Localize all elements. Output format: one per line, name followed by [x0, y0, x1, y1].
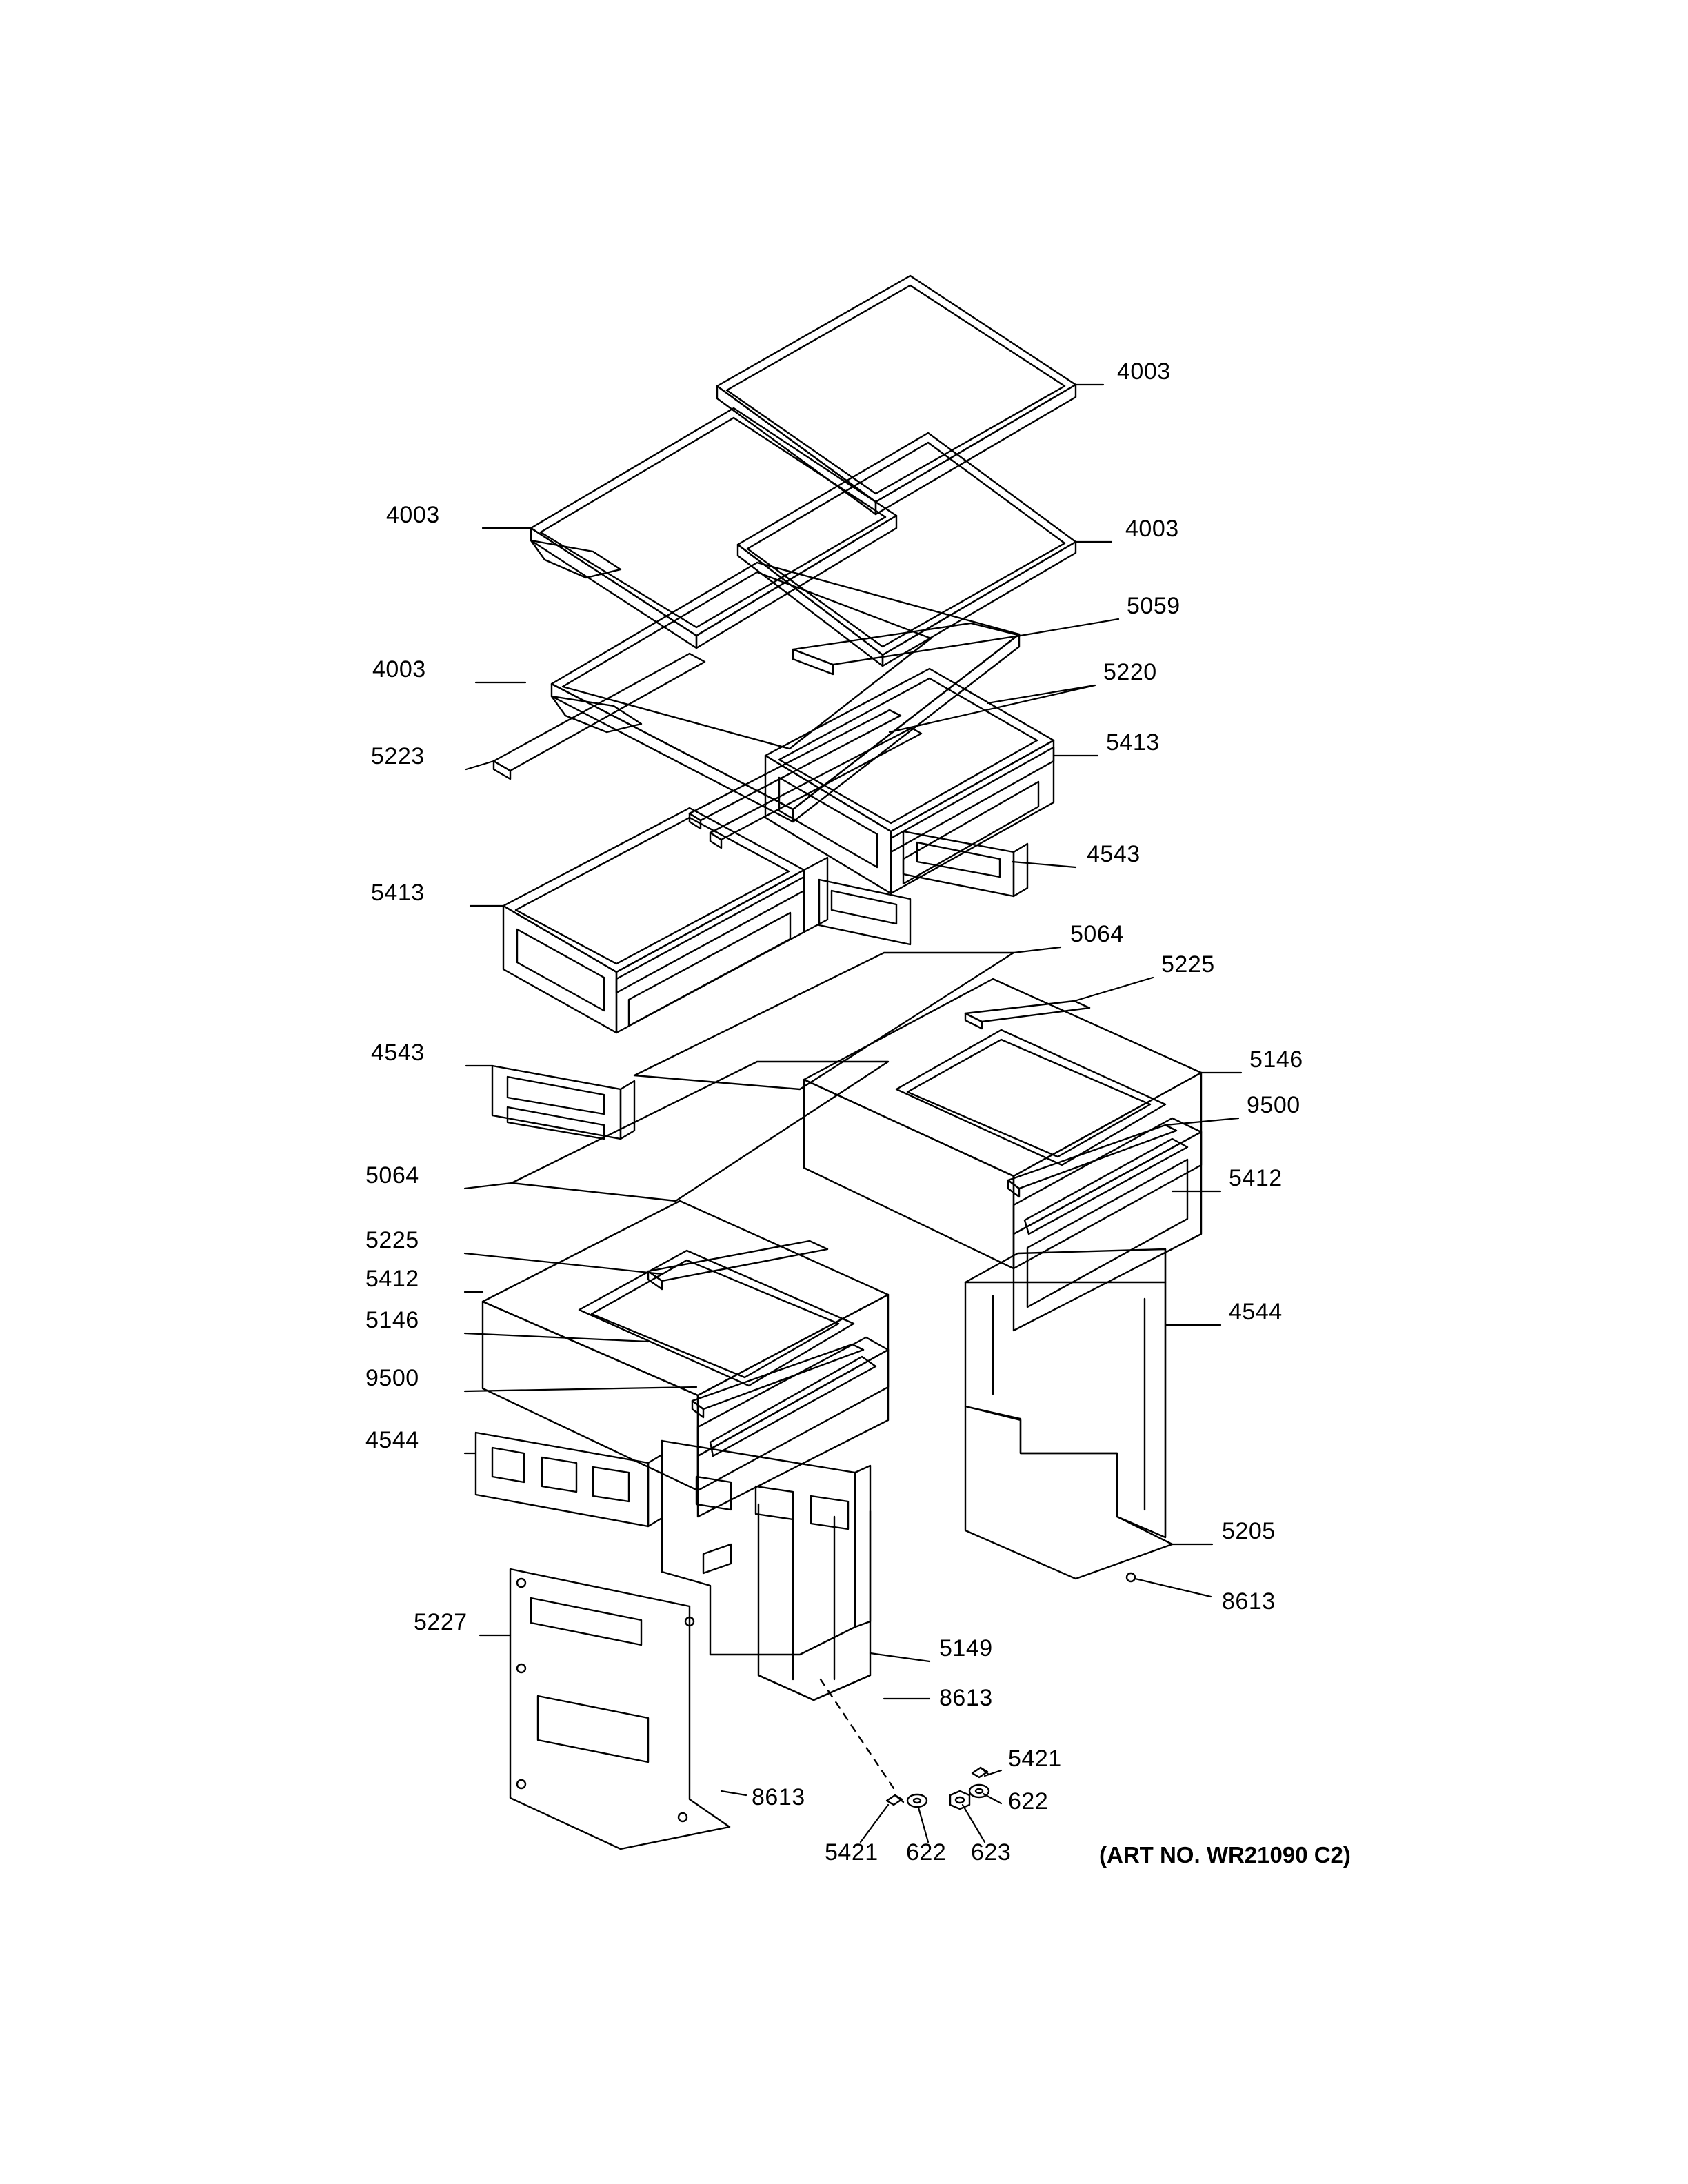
part-drawer-middle	[804, 858, 910, 944]
callout-8613-left: 8613	[752, 1784, 805, 1810]
callout-9500-right: 9500	[1247, 1092, 1300, 1118]
callout-5412-right: 5412	[1229, 1165, 1283, 1191]
callout-4003-left: 4003	[386, 502, 440, 528]
callout-623: 623	[971, 1839, 1012, 1866]
part-shelf-4003-top	[717, 276, 1076, 514]
callout-5146-left: 5146	[365, 1307, 419, 1333]
callout-5413-left: 5413	[371, 880, 425, 906]
part-gasket-5059	[793, 623, 1021, 674]
callout-5421-upper: 5421	[1008, 1746, 1062, 1772]
callout-5220: 5220	[1103, 659, 1157, 685]
callout-4003-lower: 4003	[372, 656, 426, 682]
part-slide-4543-right	[903, 831, 1027, 896]
callout-5412-left: 5412	[365, 1266, 419, 1292]
part-frame-5149	[703, 1504, 870, 1700]
part-liner-4544-right	[965, 1249, 1165, 1537]
part-panel-5227	[510, 1569, 730, 1849]
callout-4544-left: 4544	[365, 1427, 419, 1453]
callout-5059: 5059	[1127, 593, 1180, 619]
part-panel-5205	[965, 1406, 1172, 1581]
callout-4543-left: 4543	[371, 1040, 425, 1066]
callout-622-lower: 622	[906, 1839, 947, 1866]
art-number-label: (ART NO. WR21090 C2)	[1099, 1842, 1351, 1868]
leader-lines	[465, 385, 1241, 1842]
callout-5413-right: 5413	[1106, 729, 1160, 756]
part-drawer-front-right	[804, 979, 1201, 1331]
callout-4003-right: 4003	[1125, 516, 1179, 542]
callout-622-upper: 622	[1008, 1788, 1049, 1814]
callout-5149: 5149	[939, 1635, 993, 1661]
part-shelf-4003-right	[738, 433, 1076, 666]
callout-4003-top: 4003	[1117, 358, 1171, 385]
part-slide-4543-left	[492, 1066, 634, 1139]
callout-8613-center: 8613	[939, 1685, 993, 1711]
callout-9500-left: 9500	[365, 1365, 419, 1391]
callout-5146-right: 5146	[1249, 1046, 1303, 1073]
part-shelf-4003-lower	[552, 563, 1019, 822]
callout-5225-left: 5225	[365, 1227, 419, 1253]
callout-5225-right: 5225	[1161, 951, 1215, 978]
part-slide-4544-left	[476, 1433, 662, 1526]
callout-5421-lower: 5421	[825, 1839, 878, 1866]
callout-8613-right: 8613	[1222, 1588, 1276, 1615]
callout-5205: 5205	[1222, 1518, 1276, 1544]
part-drawer-5413-right	[765, 669, 1054, 893]
part-drawer-5413-left	[503, 808, 804, 1033]
part-shelf-4003-left	[531, 408, 896, 648]
callout-5064-left: 5064	[365, 1162, 419, 1189]
callout-4543-right: 4543	[1087, 841, 1141, 867]
callout-5223: 5223	[371, 743, 425, 769]
callout-4544-right: 4544	[1229, 1299, 1283, 1325]
callout-5227: 5227	[414, 1609, 468, 1635]
callout-5064-right: 5064	[1070, 921, 1124, 947]
part-glass-5064-left	[512, 1062, 888, 1201]
